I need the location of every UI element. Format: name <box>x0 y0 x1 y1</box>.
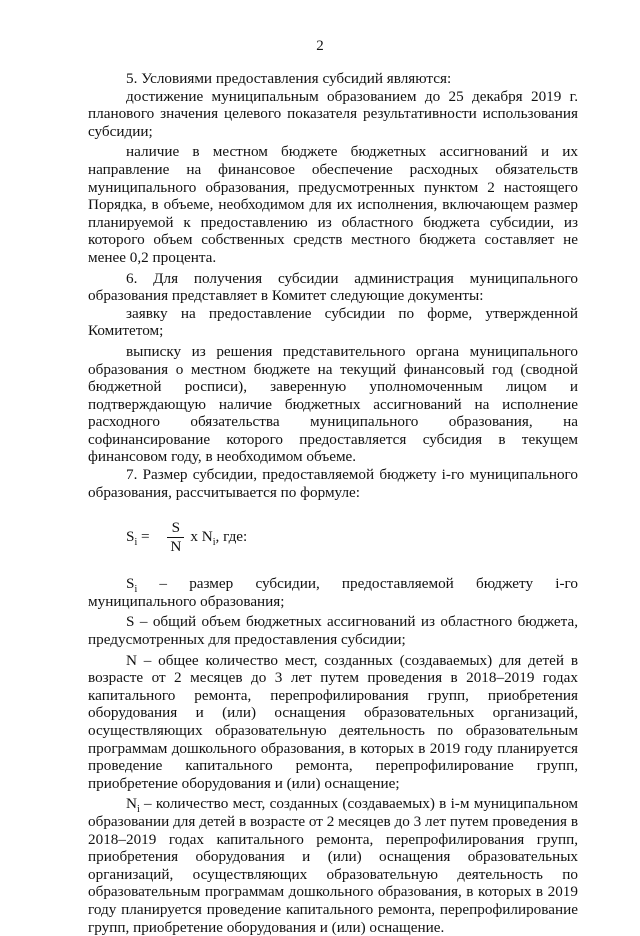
formula-denominator: N <box>170 537 182 555</box>
paragraph-document-2: выписку из решения представительного органа муниципального образования о местном бюджете на текущий финансовый год (сводной бюджетной росписи), заверенную уполномоченным лицом и подтверждающую наличие бюджетных ассигнований на исполнение расходного обязательства муниципального образования, на софинансирование которого предоставляется субсидия в текущем финансовом году, в необходимом объеме. <box>88 342 578 466</box>
paragraph-condition-1: достижение муниципальным образованием до 25 декабря 2019 г. планового значения целевого показателя результативности использования субсидии; <box>88 87 578 140</box>
page-number: 2 <box>316 38 324 54</box>
formula-lhs: $S_i$ <box>126 528 138 549</box>
paragraph-5-heading: 5. Условиями предоставления субсидий являются: <box>126 70 452 87</box>
definition-ni: $N_i$ – количество мест, созданных (создаваемых) в i-м муниципальном образовании для детей в возрасте от 2 месяцев до 3 лет путем проведения в 2018–2019 годах капитального ремонта, перепрофилирования групп, приобретения оборудования и (или) оснащения образовательных организаций, осуществляющих образовательную деятельность по образовательным программам дошкольного образования, в которых в 2019 году планируется проведение капитального ремонта, перепрофилирование групп, приобретение оборудования и (или) оснащение. <box>88 795 578 936</box>
formula-fraction <box>167 519 184 556</box>
formula-multiplier: x $N_i$ <box>190 528 216 549</box>
definition-s: S – общий объем бюджетных ассигнований из областного бюджета, предусмотренных для предоставления субсидии; <box>88 613 578 649</box>
paragraph-condition-2: наличие в местном бюджете бюджетных ассигнований и их направление на финансовое обеспечение расходных обязательств муниципального образования, предусмотренных пунктом 2 настоящего Порядка, в объеме, необходимом для их исполнения, включающем размер планируемой к предоставлению из областного бюджета субсидии, из которого объем собственных средств местного бюджета составляет не менее 0,2 процента. <box>88 143 578 266</box>
formula-numerator: S <box>171 518 181 536</box>
paragraph-document-1: заявку на предоставление субсидии по форме, утвержденной Комитетом; <box>88 304 578 340</box>
subsidy-formula <box>126 513 578 561</box>
formula-equals: = <box>137 528 154 546</box>
definition-si: $S_i$ – размер субсидии, предоставляемой бюджету i-го муниципального образования; <box>88 575 578 610</box>
formula-tail: , где: <box>215 528 248 546</box>
definition-n: N – общее количество мест, созданных (создаваемых) для детей в возрасте от 2 месяцев до 3 лет путем проведения в 2018–2019 годах капитального ремонта, перепрофилирования групп, приобретения оборудования и (или) оснащения образовательных организаций, осуществляющих образовательную деятельность по образовательным программам дошкольного образования, в которых в 2019 году планируется проведение капитального ремонта, перепрофилирование групп, приобретение оборудования и (или) оснащение; <box>88 651 578 792</box>
paragraph-6-heading: 6. Для получения субсидии администрация муниципального образования представляет в Комитет следующие документы: <box>88 269 578 305</box>
document-body <box>88 70 578 936</box>
paragraph-7-heading: 7. Размер субсидии, предоставляемой бюджету i-го муниципального образования, рассчитывается по формуле: <box>88 466 578 501</box>
